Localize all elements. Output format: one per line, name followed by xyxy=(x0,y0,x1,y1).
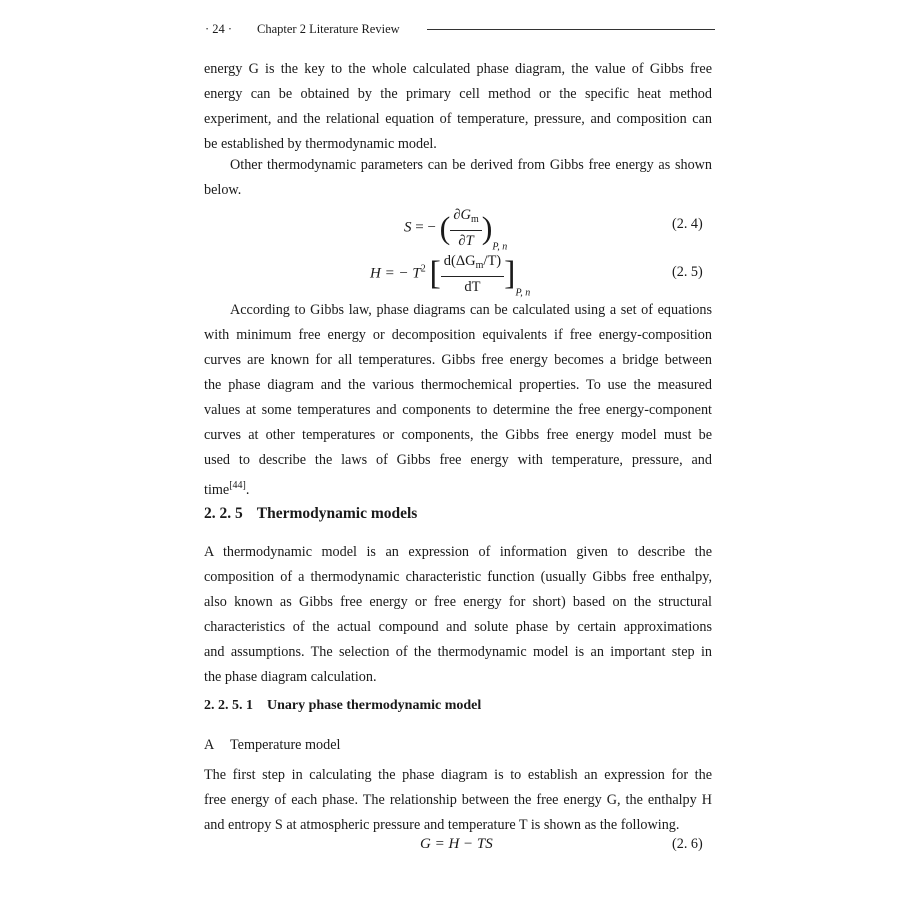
text-line-end: time xyxy=(204,482,230,498)
text-line: experiment, and the relational equation of temperature, pressure, and composition can xyxy=(204,111,712,127)
eq-power: 2 xyxy=(420,263,426,275)
paragraph-free-energy xyxy=(204,763,712,838)
text-line: A thermodynamic model is an expression of information given to describe the xyxy=(204,544,712,560)
eq-relation: = − xyxy=(415,219,436,236)
text-line: and entropy S at atmospheric pressure and temperature T is shown as the following. xyxy=(204,817,680,833)
text-line: characteristics of the actual compound and solute phase by certain approximations xyxy=(204,619,712,635)
right-paren: ) xyxy=(481,209,493,246)
eq-subscript-m: m xyxy=(470,214,479,225)
eq-condition: P, n xyxy=(492,241,508,253)
running-header xyxy=(205,22,715,42)
chapter-title: Chapter 2 Literature Review xyxy=(257,22,400,36)
eq-condition: P, n xyxy=(515,287,531,299)
left-paren: ( xyxy=(439,209,451,246)
text-line: values at some temperatures and components to determine the free energy-component xyxy=(204,402,712,418)
equation-2-4 xyxy=(404,206,507,252)
eq-numerator: ∂G xyxy=(453,207,471,223)
left-bracket: [ xyxy=(429,255,441,292)
text-line: the phase diagram and the various thermochemical properties. To use the measured xyxy=(204,377,712,393)
text-line: be established by thermodynamic model. xyxy=(204,136,437,152)
equation-2-5 xyxy=(370,252,530,298)
text-line: curves are known for all temperatures. Gibbs free energy becomes a bridge between xyxy=(204,352,712,368)
equation-number: (2. 6) xyxy=(672,836,703,852)
text-line: Other thermodynamic parameters can be derived from Gibbs free energy as shown xyxy=(230,157,712,173)
text-line: energy can be obtained by the primary cell method or the specific heat method xyxy=(204,86,712,102)
eq-numerator-b: /T) xyxy=(483,253,502,269)
section-number: 2. 2. 5 xyxy=(204,505,243,522)
punctuation: . xyxy=(245,482,250,498)
section-title: Unary phase thermodynamic model xyxy=(267,698,482,713)
text-line: composition of a thermodynamic characteristic function (usually Gibbs free enthalpy, xyxy=(204,569,712,585)
text-line xyxy=(204,473,712,498)
paragraph-derived-params xyxy=(204,153,712,203)
text-line: free energy of each phase. The relationship between the free energy G, the enthalpy H xyxy=(204,792,712,808)
text-line: the phase diagram calculation. xyxy=(204,669,377,685)
paragraph-thermo-model xyxy=(204,540,712,690)
derivative-fraction xyxy=(441,252,504,296)
page-number: · 24 · xyxy=(205,22,233,36)
equation-2-6: G = H − TS xyxy=(420,836,493,852)
text-line: energy G is the key to the whole calculated phase diagram, the value of Gibbs free xyxy=(204,61,712,77)
equation-number: (2. 4) xyxy=(672,216,703,232)
eq-lhs: H xyxy=(370,265,381,282)
eq-denominator: ∂T xyxy=(458,233,474,249)
section-heading xyxy=(204,505,417,523)
citation: [44] xyxy=(229,480,246,491)
eq-subscript-m: m xyxy=(475,260,484,271)
paragraph-gibbs-energy xyxy=(204,57,712,157)
text-line: curves at other temperatures or components, the Gibbs free energy model must be xyxy=(204,427,712,443)
eq-numerator-a: d(ΔG xyxy=(443,253,476,269)
eq-lhs: S xyxy=(404,219,412,236)
header-rule xyxy=(427,29,715,30)
text-line: According to Gibbs law, phase diagrams can be calculated using a set of equations xyxy=(230,302,712,318)
eq-denominator: dT xyxy=(464,279,481,295)
subsection-letter: A xyxy=(204,737,215,753)
eq-relation: = − T xyxy=(384,265,421,282)
text-line: with minimum free energy or decomposition equivalents if free energy-composition xyxy=(204,327,712,343)
text-line: The first step in calculating the phase diagram is to establish an expression for the xyxy=(204,767,712,783)
equation-number: (2. 5) xyxy=(672,264,703,280)
subsection-heading xyxy=(204,698,481,714)
right-bracket: ] xyxy=(504,255,516,292)
text-line: and assumptions. The selection of the thermodynamic model is an important step in xyxy=(204,644,712,660)
text-line: used to describe the laws of Gibbs free energy with temperature, pressure, and xyxy=(204,452,712,468)
text-line: below. xyxy=(204,182,242,198)
subsection-title: Temperature model xyxy=(230,737,341,753)
text-line: also known as Gibbs free energy or free energy for short) based on the structural xyxy=(204,594,712,610)
section-number: 2. 2. 5. 1 xyxy=(204,698,253,713)
subsubsection-heading xyxy=(204,737,341,754)
paragraph-gibbs-law xyxy=(204,298,712,498)
section-title: Thermodynamic models xyxy=(256,505,418,522)
partial-fraction xyxy=(450,206,481,250)
